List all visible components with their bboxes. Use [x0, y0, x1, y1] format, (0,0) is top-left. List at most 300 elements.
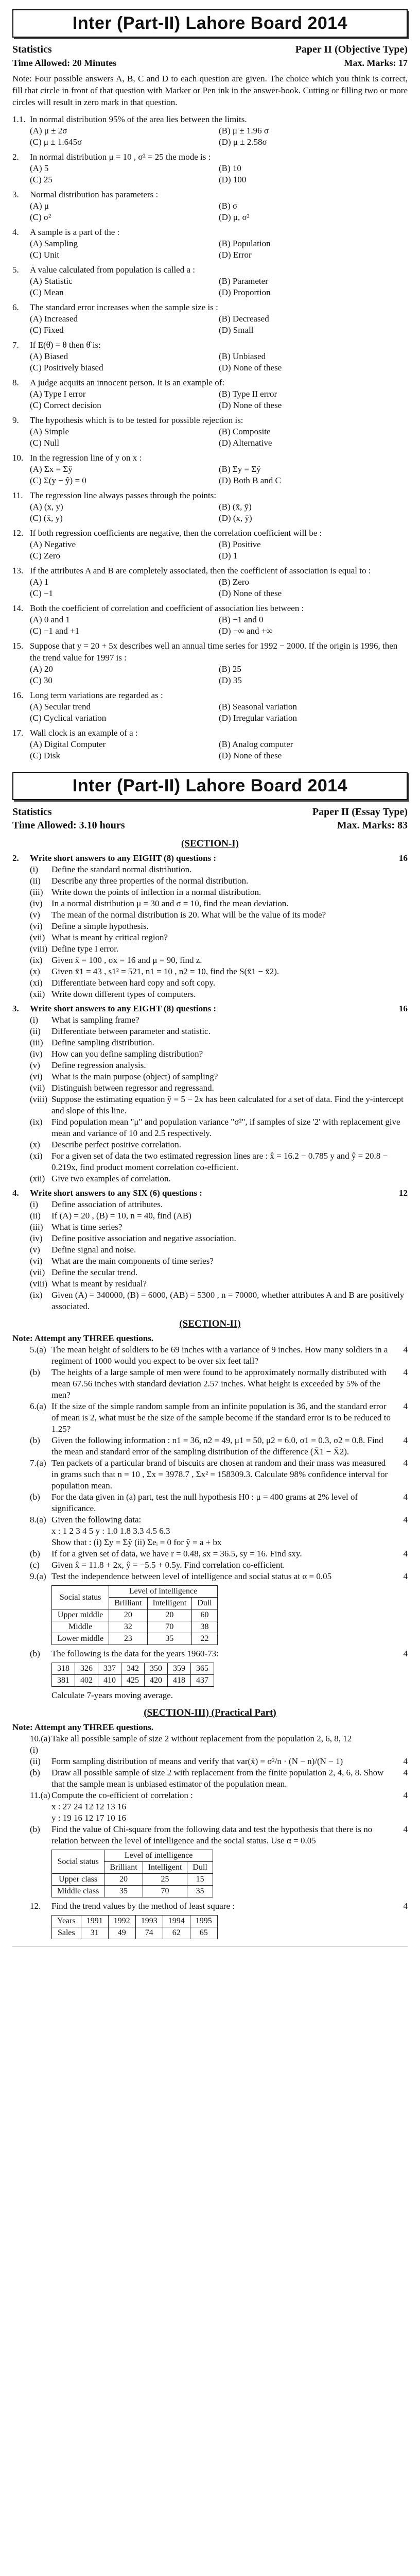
- part-text: The mean of the normal distribution is 20. What will be the value of its mode?: [51, 910, 326, 920]
- section-1-title: (SECTION-I): [181, 838, 239, 849]
- part-text: Define the standard normal distribution.: [51, 865, 192, 874]
- answer-option: (A) Secular trend: [30, 702, 91, 711]
- answer-option: (A) Biased: [30, 351, 68, 361]
- table-cell: 410: [98, 1675, 121, 1687]
- short-question-part: [12, 1060, 408, 1071]
- answer-option: (A) Type I error: [30, 389, 86, 399]
- table-column-header: Intelligent: [147, 1598, 192, 1609]
- answer-option: (B) Positive: [219, 539, 261, 549]
- table-row: [52, 1916, 218, 1927]
- answer-option: (B) μ ± 1.96 σ: [219, 126, 269, 135]
- answer-option: (A) μ ± 2σ: [30, 126, 67, 135]
- table-cell: 25: [143, 1874, 187, 1886]
- part-text: What is time series?: [51, 1222, 122, 1232]
- table-cell: 70: [147, 1621, 192, 1633]
- question-text: Wall clock is an example of a :: [30, 728, 138, 738]
- question-9a-table: [51, 1585, 218, 1645]
- objective-question: [12, 602, 408, 637]
- question-12-table: [51, 1915, 218, 1939]
- objective-question-stem: [12, 113, 408, 125]
- part-number: (ix): [30, 955, 43, 965]
- question-text: Both the coefficient of correlation and coefficient of association lies between :: [30, 603, 304, 613]
- long-question-part: [12, 1560, 408, 1571]
- objective-question: [12, 113, 408, 148]
- section-2-note: Note: Attempt any THREE questions.: [12, 1333, 154, 1343]
- table-row: [52, 1886, 213, 1897]
- part-text: Define regression analysis.: [51, 1060, 146, 1070]
- part-text: For a given set of data the two estimated regression lines are : x̂ = 16.2 − 0.785 y and ŷ = 20.8 − 0.219x, find product moment correlation co-efficient.: [51, 1151, 388, 1172]
- question-text: In the regression line of y on x :: [30, 453, 142, 463]
- part-number: (xi): [30, 1151, 43, 1161]
- part-text: Take all possible sample of size 2 without replacement from the population 2, 6, 8, 12: [51, 1734, 352, 1743]
- table-cell: 425: [121, 1675, 145, 1687]
- objective-question-stem: [12, 489, 408, 501]
- part-marks: 4: [403, 1345, 408, 1354]
- long-question-part: [12, 1801, 408, 1812]
- part-text: Given x̄1 = 43 , s1² = 521, n1 = 10 , n2 = 10, find the S(x̄1 − x̄2).: [51, 967, 279, 976]
- paper1-header-row-2: [12, 56, 408, 70]
- part-number: (iii): [30, 1222, 43, 1232]
- answer-option: (C) (x̄, y): [30, 513, 63, 523]
- table-cell: 342: [121, 1663, 145, 1675]
- question-4: [12, 1187, 408, 1312]
- objective-question: [12, 727, 408, 761]
- part-text: Given x̂ = 11.8 + 2x, ŷ = −5.5 + 0.5y. Find correlation co-efficient.: [51, 1560, 285, 1570]
- answer-option: (B) −1 and 0: [219, 615, 264, 624]
- part-text: Show that : (i) Σy = Σŷ (ii) Σeᵢ = 0 for ŷ = a + bx: [51, 1537, 222, 1547]
- paper1-type: Paper II (Objective Type): [295, 44, 408, 55]
- part-marks: 4: [403, 1549, 408, 1558]
- part-marks: 4: [403, 1768, 408, 1777]
- part-text: Compute the co-efficient of correlation :: [51, 1790, 193, 1800]
- objective-question: [12, 640, 408, 686]
- objective-question: [12, 264, 408, 298]
- question-number: 4.: [12, 227, 19, 237]
- short-question-part: [12, 1071, 408, 1082]
- question-number: 7.: [12, 340, 19, 350]
- table-row: [52, 1927, 218, 1939]
- answer-option: (B) Population: [219, 239, 271, 248]
- short-question-part: [12, 966, 408, 977]
- paper2-header-row-1: [12, 805, 408, 819]
- question-11-table: [51, 1850, 213, 1897]
- part-text: If (A) = 20 , (B) = 10, n = 40, find (AB): [51, 1211, 191, 1221]
- short-question-part: [12, 977, 408, 989]
- part-text: Define the secular trend.: [51, 1267, 138, 1277]
- answer-option: (A) Sampling: [30, 239, 78, 248]
- table-cell: 318: [52, 1663, 75, 1675]
- objective-question: [12, 527, 408, 562]
- paper1-marks: Max. Marks: 17: [344, 58, 408, 68]
- short-question-part: [12, 1233, 408, 1244]
- part-text: Differentiate between parameter and statistic.: [51, 1026, 211, 1036]
- long-question-part: [12, 1733, 408, 1756]
- table-group-header: Level of intelligence: [104, 1850, 213, 1862]
- answer-option: (A) 0 and 1: [30, 615, 70, 624]
- objective-question-stem: [12, 301, 408, 313]
- answer-option: (D) Error: [219, 250, 252, 260]
- part-number: (iii): [30, 887, 43, 897]
- table-corner-label: Social status: [52, 1586, 109, 1609]
- paper2-subject: Statistics: [12, 806, 52, 818]
- part-number: (vi): [30, 1072, 43, 1081]
- table-cell: 74: [135, 1927, 163, 1939]
- long-question-part: [12, 1526, 408, 1537]
- answer-option: (D) None of these: [219, 363, 282, 372]
- answer-option: (A) Statistic: [30, 276, 73, 286]
- part-number: (i): [30, 865, 39, 874]
- part-text: Write down the points of inflection in a normal distribution.: [51, 887, 261, 897]
- table-column-header: Brilliant: [109, 1598, 147, 1609]
- part-marks: 4: [403, 1515, 408, 1524]
- answer-options: [12, 701, 408, 724]
- table-corner-label: Social status: [52, 1850, 104, 1874]
- part-text: In a normal distribution μ = 30 and σ = 10, find the mean deviation.: [51, 899, 289, 908]
- table-cell: 22: [192, 1633, 217, 1645]
- objective-question: [12, 689, 408, 724]
- answer-options: [12, 664, 408, 686]
- table-cell: 20: [147, 1609, 192, 1621]
- answer-option: (A) Simple: [30, 427, 69, 436]
- answer-option: (C) Cyclical variation: [30, 713, 107, 723]
- short-question-part: [12, 1037, 408, 1048]
- part-number: (xii): [30, 989, 45, 999]
- question-9: [12, 1571, 408, 1701]
- short-question-part: [12, 1094, 408, 1116]
- part-text: Find the value of Chi-square from the following data and test the hypothesis that there is no relation between the level of intelligence and the social status. Use α = 0.05: [51, 1824, 373, 1845]
- paper1-header-row-1: [12, 43, 408, 56]
- long-question-part: [12, 1548, 408, 1560]
- part-marks: 4: [403, 1435, 408, 1445]
- part-text: Define type I error.: [51, 944, 119, 954]
- paper1-time: Time Allowed: 20 Minutes: [12, 58, 117, 68]
- part-number: (x): [30, 1140, 40, 1149]
- part-text: Define sampling distribution.: [51, 1038, 154, 1047]
- part-number: (vii): [30, 933, 45, 942]
- short-question-part: [12, 1210, 408, 1222]
- table-cell: 437: [191, 1675, 214, 1687]
- short-question-part: [12, 875, 408, 887]
- answer-option: (B) 10: [219, 163, 241, 173]
- part-text: Define positive association and negative association.: [51, 1233, 236, 1243]
- short-question-part: [12, 1048, 408, 1060]
- part-number: (vii): [30, 1267, 45, 1277]
- short-question-part: [12, 921, 408, 932]
- part-text: What is sampling frame?: [51, 1015, 139, 1025]
- table-cell: 1993: [135, 1916, 163, 1927]
- part-marks: 4: [403, 1790, 408, 1800]
- table-cell: 15: [187, 1874, 213, 1886]
- part-number: (iv): [30, 899, 43, 908]
- answer-option: (C) Correct decision: [30, 400, 101, 410]
- question-text: A sample is a part of the :: [30, 227, 120, 237]
- question-12: [12, 1901, 408, 1939]
- table-column-header: Dull: [187, 1862, 213, 1874]
- part-text: x : 27 24 12 12 13 16: [51, 1802, 126, 1811]
- answer-option: (A) Σx = Σŷ: [30, 464, 73, 474]
- part-number: (xi): [30, 978, 43, 988]
- answer-options: [12, 313, 408, 336]
- part-marks: 4: [403, 1492, 408, 1502]
- answer-option: (D) (x, ȳ): [219, 513, 252, 523]
- part-text: Describe perfect positive correlation.: [51, 1140, 182, 1149]
- part-marks: 4: [403, 1401, 408, 1411]
- part-number: (viii): [30, 1279, 47, 1289]
- short-question-part: [12, 932, 408, 943]
- part-text: Differentiate between hard copy and soft copy.: [51, 978, 216, 988]
- table-cell: 23: [109, 1633, 147, 1645]
- answer-option: (D) μ, σ²: [219, 212, 250, 222]
- question-number: 17.: [12, 728, 24, 738]
- part-number: [30, 1812, 51, 1824]
- paper1-subject: Statistics: [12, 44, 52, 55]
- short-question-part: [12, 1290, 408, 1312]
- part-number: (b): [30, 1824, 40, 1834]
- question-3-parts: [12, 1014, 408, 1184]
- question-12-text: 12. Find the trend values by the method of least square : 4: [30, 1901, 408, 1911]
- part-text: Distinguish between regressor and regressand.: [51, 1083, 214, 1093]
- answer-option: (C) −1: [30, 588, 53, 598]
- question-number: 11.: [12, 490, 23, 500]
- part-number: 5.(a): [30, 1345, 46, 1354]
- objective-question-stem: [12, 189, 408, 200]
- short-question-part: [12, 1256, 408, 1267]
- question-text: The hypothesis which is to be tested for possible rejection is:: [30, 415, 243, 425]
- short-question-part: [12, 864, 408, 875]
- objective-question: [12, 489, 408, 524]
- table-cell: 38: [192, 1621, 217, 1633]
- short-question-part: [12, 898, 408, 909]
- question-3: [12, 1003, 408, 1184]
- question-text: A value calculated from population is called a :: [30, 265, 195, 275]
- answer-option: (B) Decreased: [219, 314, 269, 324]
- part-number: (ii): [30, 1026, 41, 1036]
- answer-option: (B) (x̄, ȳ): [219, 502, 252, 512]
- question-text: In normal distribution 95% of the area lies between the limits.: [30, 114, 247, 124]
- answer-option: (B) Type II error: [219, 389, 277, 399]
- part-text: How can you define sampling distribution?: [51, 1049, 203, 1059]
- question-text: The regression line always passes through the points:: [30, 490, 217, 500]
- answer-option: (D) Small: [219, 325, 254, 335]
- question-text: If both regression coefficients are negative, then the correlation coefficient will be :: [30, 528, 322, 538]
- part-marks: [392, 1526, 408, 1537]
- long-question-part: [12, 1824, 408, 1846]
- part-marks: 4: [403, 1756, 408, 1766]
- objective-question: [12, 414, 408, 449]
- part-number: (iv): [30, 1049, 43, 1059]
- part-number: (v): [30, 1245, 40, 1255]
- table-cell: Sales: [52, 1927, 81, 1939]
- answer-option: (D) Irregular variation: [219, 713, 297, 723]
- part-text: Define association of attributes.: [51, 1199, 163, 1209]
- part-number: 11.(a): [30, 1790, 50, 1800]
- part-text: Write down different types of computers.: [51, 989, 196, 999]
- objective-question: [12, 189, 408, 223]
- question-text: In normal distribution μ = 10 , σ² = 25 the mode is :: [30, 152, 211, 162]
- question-number: 6.: [12, 302, 19, 312]
- part-text: If for a given set of data, we have r = 0.48, sx = 36.5, sy = 16. Find sxy.: [51, 1549, 302, 1558]
- short-question-part: [12, 1026, 408, 1037]
- objective-question: [12, 452, 408, 486]
- part-marks: [392, 1812, 408, 1824]
- short-question-part: [12, 1173, 408, 1184]
- question-number: 14.: [12, 603, 24, 613]
- objective-question-stem: [12, 226, 408, 238]
- part-number: (ix): [30, 1117, 43, 1127]
- part-text: If the size of the simple random sample from an infinite population is 36, and the standard error of mean is 2, what must be the size of the sample become if the standard error is to be reduced to 1.25?: [51, 1401, 391, 1434]
- answer-option: (C) −1 and +1: [30, 626, 80, 636]
- answer-options: [12, 539, 408, 562]
- table-cell: 1991: [81, 1916, 108, 1927]
- table-column-header: Intelligent: [143, 1862, 187, 1874]
- short-question-part: [12, 1116, 408, 1139]
- short-question-part: [12, 887, 408, 898]
- part-number: [30, 1526, 51, 1537]
- table-cell: 31: [81, 1927, 108, 1939]
- answer-option: (C) Null: [30, 438, 60, 448]
- part-number: [30, 1537, 51, 1548]
- table-row: [52, 1609, 218, 1621]
- objective-questions: [12, 113, 408, 761]
- question-10: [12, 1733, 408, 1790]
- part-number: (ii): [30, 1756, 41, 1766]
- question-text: Suppose that y = 20 + 5x describes well an annual time series for 1992 − 2000. If the origin is 1996, then the trend value for 1997 is :: [30, 641, 398, 663]
- question-8: [12, 1514, 408, 1571]
- answer-options: [12, 276, 408, 298]
- answer-option: (A) Digital Computer: [30, 739, 106, 749]
- objective-question-stem: [12, 377, 408, 388]
- answer-option: (D) None of these: [219, 751, 282, 760]
- answer-options: [12, 238, 408, 261]
- paper2-header-row-2: [12, 819, 408, 832]
- part-number: (i): [30, 1199, 39, 1209]
- answer-option: (B) Parameter: [219, 276, 268, 286]
- section-3-note: Note: Attempt any THREE questions.: [12, 1722, 154, 1732]
- table-cell: 65: [190, 1927, 217, 1939]
- paper2-marks: Max. Marks: 83: [337, 820, 408, 831]
- section-2-title: (SECTION-II): [179, 1318, 241, 1329]
- paper2-time: Time Allowed: 3.10 hours: [12, 820, 125, 831]
- table-row-label: Lower middle: [52, 1633, 109, 1645]
- short-question-part: [12, 1150, 408, 1173]
- objective-question-stem: [12, 414, 408, 426]
- answer-options: [12, 501, 408, 524]
- table-cell: 418: [168, 1675, 191, 1687]
- table-row: [52, 1621, 218, 1633]
- long-question-part: [12, 1367, 408, 1401]
- question-number: 8.: [12, 378, 19, 387]
- part-text: What are the main components of time series?: [51, 1256, 214, 1266]
- question-text: If E(θ̂) = θ then θ̂ is:: [30, 340, 101, 350]
- question-number: 2.: [12, 152, 19, 162]
- answer-option: (A) Increased: [30, 314, 78, 324]
- table-column-header: Brilliant: [104, 1862, 143, 1874]
- table-group-header: Level of intelligence: [109, 1586, 218, 1598]
- part-text: Draw all possible sample of size 2 with replacement from the finite population 2, 4, 6, 8. Show that the sample mean is unbiased estimator of the population mean.: [51, 1768, 384, 1789]
- part-number: (ii): [30, 876, 41, 886]
- table-cell: 35: [187, 1886, 213, 1897]
- part-number: (viii): [30, 944, 47, 954]
- part-number: 6.(a): [30, 1401, 46, 1411]
- table-cell: 49: [108, 1927, 135, 1939]
- table-cell: 1995: [190, 1916, 217, 1927]
- objective-question-stem: [12, 151, 408, 163]
- question-number: 5.: [12, 265, 19, 275]
- part-text: What is the main purpose (object) of sampling?: [51, 1072, 218, 1081]
- paper1-banner: Inter (Part-II) Lahore Board 2014: [12, 9, 408, 38]
- part-number: 10.(a) (i): [30, 1734, 51, 1755]
- answer-option: (B) Zero: [219, 577, 250, 587]
- answer-option: (C) Disk: [30, 751, 61, 760]
- answer-options: [12, 464, 408, 486]
- part-text: The heights of a large sample of men were found to be approximately normally distributed with mean 67.56 inches with standard deviation 2.57 inches. What height is exceeded by 5% of the men?: [51, 1367, 387, 1400]
- part-text: Given (A) = 340000, (B) = 6000, (AB) = 5300 , n = 70000, whether attributes A and B are positively associated.: [51, 1290, 405, 1311]
- part-text: Given x̄ = 100 , σx = 16 and μ = 90, find z.: [51, 955, 202, 965]
- table-cell: 35: [147, 1633, 192, 1645]
- question-number: 13.: [12, 566, 24, 575]
- question-6: [12, 1401, 408, 1458]
- table-cell: 1992: [108, 1916, 135, 1927]
- long-question-part: [12, 1767, 408, 1790]
- short-question-part: [12, 1082, 408, 1094]
- question-text: Normal distribution has parameters :: [30, 190, 159, 199]
- short-question-part: [12, 1199, 408, 1210]
- table-cell: 20: [109, 1609, 147, 1621]
- table-cell: 326: [75, 1663, 98, 1675]
- objective-question-stem: [12, 264, 408, 276]
- table-row-label: Upper middle: [52, 1609, 109, 1621]
- long-question-part: [12, 1790, 408, 1801]
- question-number: 15.: [12, 641, 24, 651]
- long-question-part: [12, 1344, 408, 1367]
- part-text: Ten packets of a particular brand of biscuits are chosen at random and their mass was measured in grams such that n = 10 , Σx = 3978.7 , Σx² = 158309.3. Calculate 98% confidence interval for population mean.: [51, 1458, 388, 1490]
- long-question-part: [12, 1492, 408, 1514]
- table-cell: 381: [52, 1675, 75, 1687]
- short-question-part: [12, 909, 408, 921]
- table-row-label: Middle: [52, 1621, 109, 1633]
- short-question-part: [12, 943, 408, 955]
- table-cell: 62: [163, 1927, 190, 1939]
- part-text: Given the following information : n1 = 36, n2 = 49, μ1 = 50, μ2 = 6.0, σ1 = 0.3, σ2 = 0.8. Find the mean and standard error of the sampling distribution of the difference (X̄1 − X̄2).: [51, 1435, 383, 1456]
- answer-option: (B) Seasonal variation: [219, 702, 297, 711]
- objective-question-stem: [12, 565, 408, 577]
- part-marks: [392, 1801, 408, 1812]
- answer-option: (C) σ²: [30, 212, 51, 222]
- table-cell: 420: [145, 1675, 168, 1687]
- objective-question: [12, 339, 408, 374]
- objective-question-stem: [12, 640, 408, 664]
- answer-option: (C) Fixed: [30, 325, 64, 335]
- part-number: (b): [30, 1549, 40, 1558]
- answer-option: (B) Unbiased: [219, 351, 266, 361]
- part-text: Define signal and noise.: [51, 1245, 136, 1255]
- question-number: 16.: [12, 690, 24, 700]
- part-number: (iv): [30, 1233, 43, 1243]
- part-number: (b): [30, 1435, 40, 1445]
- part-text: What is meant by critical region?: [51, 933, 168, 942]
- answer-options: [12, 200, 408, 223]
- short-question-part: [12, 1244, 408, 1256]
- part-number: (b): [30, 1768, 40, 1777]
- part-number: (ii): [30, 1211, 41, 1221]
- part-text: Suppose the estimating equation ŷ = 5 − 2x has been calculated for a set of data. Find the y-intercept and slope of this line.: [51, 1094, 404, 1115]
- answer-option: (C) μ ± 1.645σ: [30, 137, 82, 147]
- answer-option: (A) μ: [30, 201, 49, 211]
- answer-option: (D) 100: [219, 175, 247, 184]
- answer-option: (D) Proportion: [219, 287, 271, 297]
- question-7: [12, 1458, 408, 1514]
- answer-option: (D) Alternative: [219, 438, 272, 448]
